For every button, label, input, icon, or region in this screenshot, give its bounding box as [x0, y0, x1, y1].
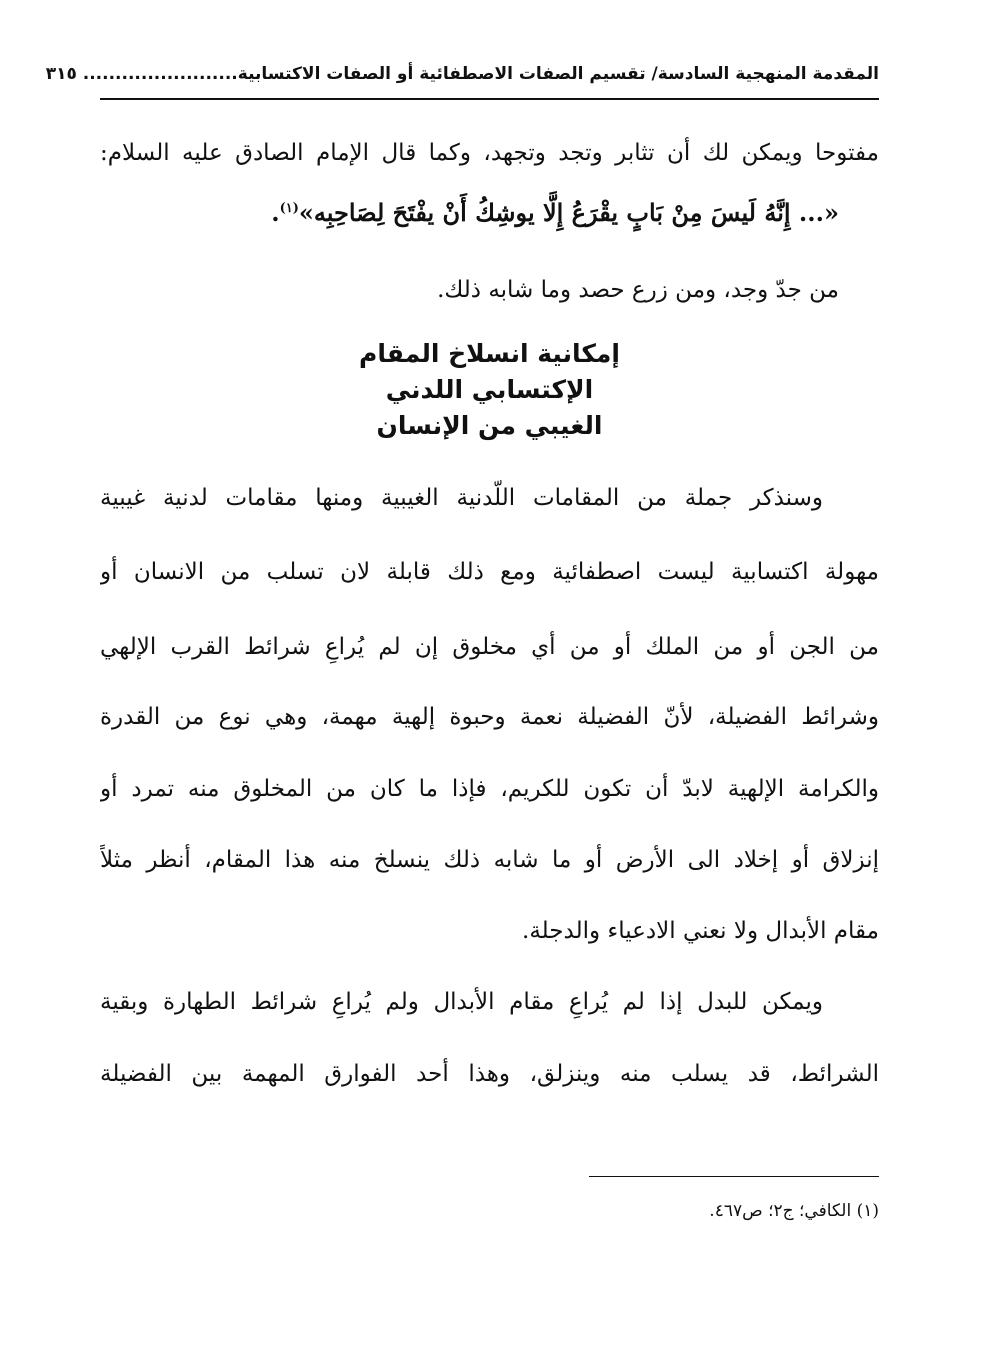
- paragraph1-line: وشرائط الفضيلة، لأنّ الفضيلة نعمة وحبوة إلهية مهمة، وهي نوع من القدرة: [100, 704, 879, 730]
- paragraph1-line: إنزلاق أو إخلاد الى الأرض أو ما شابه ذلك ينسلخ منه هذا المقام، أنظر مثلاً: [100, 847, 879, 873]
- paragraph2-line: ويمكن للبدل إذا لم يُراعِ مقام الأبدال ولم يُراعِ شرائط الطهارة وبقية: [100, 989, 823, 1015]
- intro-line-1: مفتوحا ويمكن لك أن تثابر وتجد وتجهد، وكما قال الإمام الصادق عليه السلام:: [100, 140, 879, 166]
- paragraph2-line: الشرائط، قد يسلب منه وينزلق، وهذا أحد الفوارق المهمة بين الفضيلة: [100, 1061, 879, 1087]
- intro-line-3: من جدّ وجد، ومن زرع حصد وما شابه ذلك.: [437, 277, 839, 303]
- heading-line-2: الإكتسابي اللدني: [385, 375, 594, 404]
- section-heading: [100, 336, 879, 444]
- paragraph1-line: والكرامة الإلهية لابدّ أن تكون للكريم، فإذا ما كان من المخلوق منه تمرد أو: [100, 776, 879, 802]
- footnote-divider: [589, 1176, 879, 1177]
- quote-period: .: [271, 198, 280, 227]
- footnote: (١) الكافي؛ ج٢؛ ص٤٦٧.: [709, 1201, 879, 1221]
- paragraph1-line: مهولة اكتسابية ليست اصطفائية ومع ذلك قابلة لان تسلب من الانسان أو: [100, 559, 879, 585]
- paragraph1-line: مقام الأبدال ولا نعني الادعياء والدجلة.: [522, 918, 879, 944]
- heading-line-3: الغيبي من الإنسان: [376, 411, 603, 440]
- heading-line-1: إمكانية انسلاخ المقام: [359, 339, 620, 368]
- hadith-quote-text: «... إِنَّهُ لَيسَ مِنْ بَابٍ يقْرَعُ إِلَّا يوشِكُ أَنْ يفْتَحَ لِصَاحِبِه»: [298, 198, 839, 227]
- header-title: المقدمة المنهجية السادسة/ تقسيم الصفات الاصطفائية أو الصفات الاكتسابية: [237, 64, 879, 84]
- header-divider: [100, 98, 879, 100]
- footnote-reference: (١): [279, 201, 299, 216]
- page-number: ........................ ٣١٥: [45, 64, 238, 84]
- hadith-quote: [100, 189, 879, 233]
- paragraph1-line: وسنذكر جملة من المقامات اللّدنية الغيبية ومنها مقامات لدنية غيبية: [100, 485, 823, 511]
- running-header: [45, 58, 879, 90]
- paragraph1-line: من الجن أو من الملك أو من أي مخلوق إن لم يُراعِ شرائط القرب الإلهي: [100, 634, 879, 660]
